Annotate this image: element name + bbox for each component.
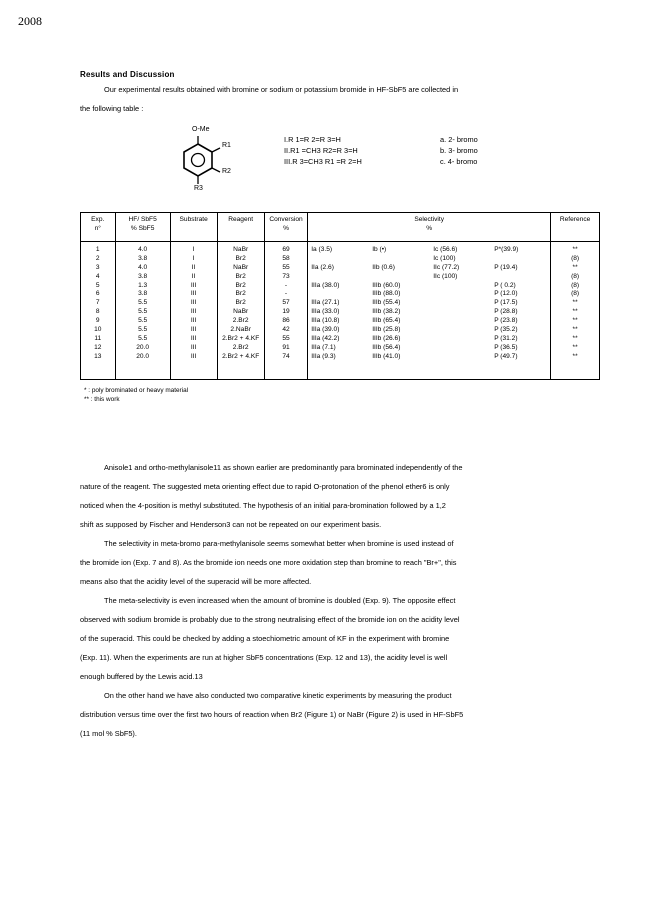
- reagent-value: 2.NaBr: [230, 326, 251, 334]
- reference-cell: [551, 242, 600, 380]
- exp-value: 13: [94, 352, 102, 360]
- discussion-text: [80, 458, 600, 743]
- table-header-row: [81, 213, 600, 242]
- position-b: b. 3- bromo: [440, 146, 478, 155]
- reagent-value: NaBr: [233, 246, 249, 253]
- selectivity-p-value: [494, 255, 550, 264]
- body-line: The meta-selectivity is even increased when the amount of bromine is doubled (Exp. 9). The opposite effect: [104, 596, 456, 605]
- footnote-2: ** : this work: [84, 396, 120, 403]
- reference-value: **: [572, 317, 578, 325]
- selectivity-b-value: IIIb (38.2): [372, 308, 401, 316]
- footnote-1: * : poly brominated or heavy material: [84, 387, 189, 394]
- body-line: On the other hand we have also conducted two comparative kinetic experiments by measuring the product: [104, 691, 452, 700]
- conversion-value: 19: [282, 308, 290, 316]
- ome-label: O-Me: [192, 126, 210, 133]
- selectivity-b-value: IIb (0.6): [372, 263, 395, 271]
- selectivity-c-value: [433, 326, 491, 335]
- selectivity-cell: [308, 242, 551, 380]
- substrate-value: III: [190, 317, 197, 325]
- selectivity-b-value: IIIb (56.4): [372, 343, 401, 351]
- selectivity-c-value: [433, 344, 491, 353]
- reagent-value: 2.Br2 + 4.KF: [222, 334, 260, 342]
- selectivity-c-value: [433, 282, 491, 291]
- exp-value: 3: [95, 263, 100, 271]
- selectivity-p-value: P (17.5): [494, 299, 518, 307]
- body-line: The selectivity in meta-bromo para-methylanisole seems somewhat better when bromine is used instead of: [104, 539, 454, 548]
- selectivity-p-value: P (28.8): [494, 308, 518, 316]
- selectivity-c-value: [433, 308, 491, 317]
- selectivity-b-value: IIIb (60.0): [372, 281, 401, 289]
- reference-value: (8): [571, 281, 580, 289]
- reference-value: **: [572, 263, 578, 271]
- col-selectivity: Selectivity %: [308, 213, 551, 242]
- selectivity-c-value: IIc (77.2): [433, 263, 460, 271]
- selectivity-p-value: P (12.0): [494, 290, 518, 298]
- hf-value: 20.0: [136, 343, 150, 351]
- col-conversion: Conversion %: [264, 213, 307, 242]
- body-line: means also that the acidity level of the superacid will be more affected.: [80, 577, 312, 586]
- conversion-value: 86: [282, 317, 290, 325]
- definition-iii: III.R 3=CH3 R1 =R 2=H: [284, 157, 362, 166]
- bromo-positions: [440, 134, 478, 167]
- reagent-value: 2.Br2 + 4.KF: [222, 352, 260, 360]
- conversion-value: 55: [282, 263, 290, 271]
- substrate-cell: [170, 242, 217, 380]
- selectivity-c-value: [433, 353, 491, 362]
- substrate-value: III: [190, 290, 197, 298]
- hf-value: 4.0: [138, 246, 148, 253]
- substrate-value: III: [190, 334, 197, 342]
- exp-value: 6: [95, 290, 100, 298]
- body-line: (11 mol % SbF5).: [80, 729, 137, 738]
- reagent-value: NaBr: [233, 263, 249, 271]
- selectivity-a-value: IIIa (39.0): [311, 326, 340, 334]
- selectivity-p-value: P (49.7): [494, 352, 518, 360]
- selectivity-c-value: Ic (100): [433, 254, 456, 262]
- selectivity-b-value: IIIb (26.6): [372, 334, 401, 342]
- body-line: distribution versus time over the first two hours of reaction when Br2 (Figure 1) or NaBr (Figure 2) is used in HF-SbF5: [80, 710, 464, 719]
- conversion-value: 42: [282, 326, 290, 334]
- reference-value: **: [572, 334, 578, 342]
- intro-line-2: the following table :: [80, 104, 144, 113]
- reference-value: (8): [571, 272, 580, 280]
- hf-value: 5.5: [138, 299, 148, 307]
- body-line: Anisole1 and ortho-methylanisole11 as shown earlier are predominantly para brominated independently of the: [104, 463, 463, 472]
- body-line: noticed when the 4-position is methyl substituted. The hypothesis of an initial para-bromination followed by a 1,2: [80, 501, 446, 510]
- exp-value: 11: [94, 334, 102, 342]
- selectivity-b-value: IIIb (65.4): [372, 317, 401, 325]
- col-reference: Reference: [551, 213, 600, 242]
- reference-value: **: [572, 246, 578, 253]
- reagent-value: Br2: [235, 290, 246, 298]
- intro-paragraph: [80, 80, 600, 118]
- reagent-value: 2.Br2: [232, 317, 249, 325]
- exp-value: 2: [95, 254, 100, 262]
- selectivity-b-value: IIIb (88.0): [372, 290, 401, 298]
- substrate-value: II: [191, 263, 196, 271]
- selectivity-p-value: [494, 273, 550, 282]
- selectivity-a-value: IIIa (7.1): [311, 343, 336, 351]
- reagent-value: Br2: [235, 254, 246, 262]
- exp-value: 12: [94, 343, 102, 351]
- selectivity-a-value: [311, 255, 369, 264]
- selectivity-b-value: IIIb (55.4): [372, 299, 401, 307]
- selectivity-a-value: IIa (2.6): [311, 263, 334, 271]
- selectivity-b-value: [372, 273, 430, 282]
- substrate-value: III: [190, 299, 197, 307]
- conversion-value: 55: [282, 334, 290, 342]
- selectivity-a-value: IIIa (10.8): [311, 317, 340, 325]
- selectivity-a-value: IIIa (38.0): [311, 281, 340, 289]
- substrate-value: I: [192, 254, 195, 262]
- definition-i: I.R 1=R 2=R 3=H: [284, 135, 341, 144]
- hf-value: 20.0: [136, 352, 150, 360]
- anisole-structure: [178, 126, 248, 196]
- substrate-value: III: [190, 281, 197, 289]
- substrate-value: III: [190, 308, 197, 316]
- col-exp: Exp. n°: [81, 213, 116, 242]
- substrate-value: III: [190, 326, 197, 334]
- r2-label: R2: [222, 168, 231, 175]
- selectivity-p-value: P (31.2): [494, 334, 518, 342]
- exp-value: 10: [94, 326, 102, 334]
- body-line: the bromide ion (Exp. 7 and 8). As the bromide ion needs one more oxidation step than bromine to reach "Br+", this: [80, 558, 457, 567]
- r1-label: R1: [222, 142, 231, 149]
- r3-label: R3: [194, 185, 203, 192]
- reference-value: **: [572, 299, 578, 307]
- selectivity-a-value: [311, 290, 369, 299]
- hf-value: 5.5: [138, 308, 148, 316]
- conversion-value: 69: [282, 246, 290, 253]
- conversion-value: 73: [282, 272, 290, 280]
- conversion-value: -: [284, 290, 288, 298]
- position-c: c. 4- bromo: [440, 157, 478, 166]
- selectivity-p-value: P*(39.9): [494, 246, 519, 253]
- selectivity-b-value: Ib (•): [372, 246, 387, 253]
- selectivity-p-value: P (23.8): [494, 317, 518, 325]
- benzene-ring-drawing: [178, 126, 248, 198]
- reagent-value: Br2: [235, 281, 246, 289]
- page-number: 2008: [18, 14, 42, 28]
- hf-value: 4.0: [138, 263, 148, 271]
- selectivity-c-value: [433, 290, 491, 299]
- selectivity-c-value: [433, 335, 491, 344]
- reagent-value: Br2: [235, 299, 246, 307]
- results-table: [80, 212, 600, 380]
- reference-value: (8): [571, 254, 580, 262]
- hf-value: 5.5: [138, 326, 148, 334]
- conversion-value: -: [284, 281, 288, 289]
- exp-value: 9: [95, 317, 100, 325]
- reagent-value: NaBr: [233, 308, 249, 316]
- col-reagent: Reagent: [217, 213, 264, 242]
- intro-line-1: Our experimental results obtained with bromine or sodium or potassium bromide in HF-SbF5 are collected in: [104, 85, 459, 94]
- body-line: enough buffered by the Lewis acid.13: [80, 672, 203, 681]
- reference-value: **: [572, 308, 578, 316]
- col-substrate: Substrate: [170, 213, 217, 242]
- position-a: a. 2- bromo: [440, 135, 478, 144]
- col-hf: HF/ SbF5 % SbF5: [115, 213, 170, 242]
- selectivity-c-value: Ic (56.6): [433, 246, 458, 253]
- hf-cell: [115, 242, 170, 380]
- selectivity-c-value: IIc (100): [433, 272, 458, 280]
- selectivity-b-value: IIIb (41.0): [372, 352, 401, 360]
- exp-value: 4: [95, 272, 100, 280]
- reagent-cell: [217, 242, 264, 380]
- section-heading: Results and Discussion: [80, 70, 175, 79]
- substituent-definitions: [284, 134, 362, 167]
- selectivity-p-value: P (19.4): [494, 263, 518, 271]
- hf-value: 3.8: [138, 254, 148, 262]
- conversion-value: 57: [282, 299, 290, 307]
- reference-value: (8): [571, 290, 580, 298]
- body-line: shift as supposed by Fischer and Henderson3 can not be repeated on our experiment basis.: [80, 520, 382, 529]
- selectivity-b-value: [372, 255, 430, 264]
- conversion-value: 91: [282, 343, 290, 351]
- hf-value: 3.8: [138, 272, 148, 280]
- selectivity-c-value: [433, 317, 491, 326]
- selectivity-a-value: IIIa (27.1): [311, 299, 340, 307]
- exp-value: 5: [95, 281, 100, 289]
- body-line: (Exp. 11). When the experiments are run at higher SbF5 concentrations (Exp. 12 and 13), the acidity level is well: [80, 653, 448, 662]
- exp-value: 8: [95, 308, 100, 316]
- selectivity-p-value: P ( 0.2): [494, 281, 516, 289]
- exp-cell: [81, 242, 116, 380]
- reagent-value: 2.Br2: [232, 343, 249, 351]
- definition-ii: II.R1 =CH3 R2=R 3=H: [284, 146, 358, 155]
- selectivity-a-value: Ia (3.5): [311, 246, 333, 253]
- reference-value: **: [572, 352, 578, 360]
- hf-value: 1.3: [138, 281, 148, 289]
- reference-value: **: [572, 326, 578, 334]
- body-line: nature of the reagent. The suggested meta orienting effect due to rapid O-protonation of the phenol ether6 is only: [80, 482, 450, 491]
- hf-value: 3.8: [138, 290, 148, 298]
- reagent-value: Br2: [235, 272, 246, 280]
- selectivity-a-value: IIIa (33.0): [311, 308, 340, 316]
- selectivity-p-value: P (36.5): [494, 343, 518, 351]
- selectivity-b-value: IIIb (25.8): [372, 326, 401, 334]
- substrate-value: III: [190, 352, 197, 360]
- selectivity-a-value: [311, 273, 369, 282]
- conversion-cell: [264, 242, 307, 380]
- table-footnotes: [84, 386, 188, 404]
- body-line: observed with sodium bromide is probably due to the strong neutralising effect of the bromide ion on the acidity level: [80, 615, 460, 624]
- hf-value: 5.5: [138, 334, 148, 342]
- conversion-value: 74: [282, 352, 290, 360]
- selectivity-a-value: IIIa (9.3): [311, 352, 336, 360]
- reference-value: **: [572, 343, 578, 351]
- table-body-row: [81, 242, 600, 380]
- substrate-value: II: [191, 272, 196, 280]
- body-line: of the superacid. This could be checked by adding a stoechiometric amount of KF in the experiment with bromine: [80, 634, 450, 643]
- exp-value: 1: [95, 246, 100, 253]
- selectivity-a-value: IIIa (42.2): [311, 334, 340, 342]
- exp-value: 7: [95, 299, 100, 307]
- selectivity-c-value: [433, 299, 491, 308]
- substrate-value: III: [190, 343, 197, 351]
- selectivity-p-value: P (35.2): [494, 326, 518, 334]
- substrate-value: I: [192, 246, 195, 253]
- conversion-value: 58: [282, 254, 290, 262]
- hf-value: 5.5: [138, 317, 148, 325]
